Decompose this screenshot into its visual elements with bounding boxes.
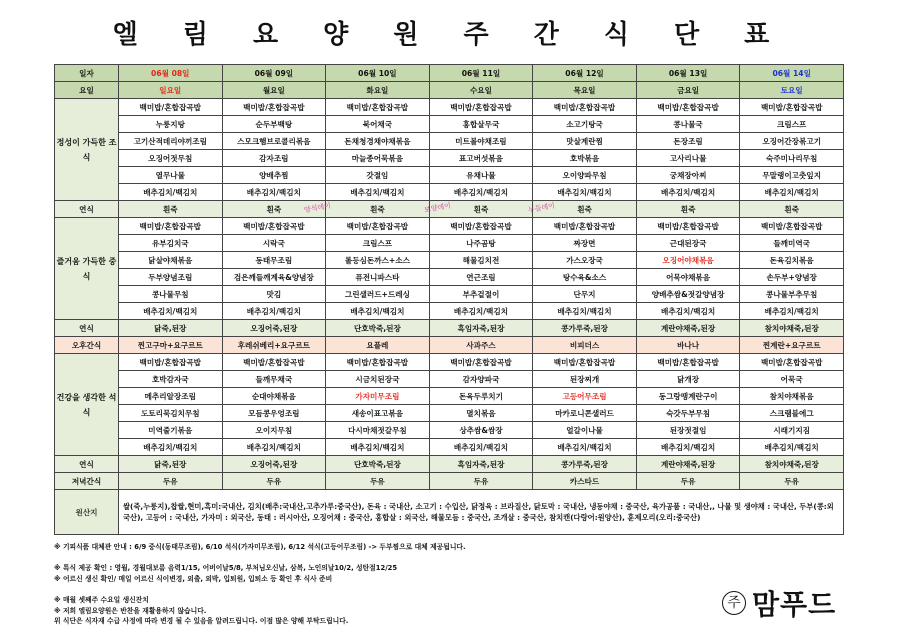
menu-cell: 근대된장국 xyxy=(636,235,740,252)
menu-cell: 두유 xyxy=(740,473,844,490)
menu-cell: 흰죽 xyxy=(326,201,430,218)
menu-cell: 스크램블에그 xyxy=(740,405,844,422)
menu-cell: 된장젓절임 xyxy=(636,422,740,439)
menu-cell: 백미밥/혼합잡곡밥 xyxy=(119,218,223,235)
menu-cell: 배추김치/백김치 xyxy=(636,303,740,320)
origin-text: 쌀(죽,누룽지),찹쌀,현미,흑미:국내산, 김치(배추:국내산,고추가루:중국산), 돈육 : 국내산, 소고기 : 수입산, 닭정육 : 브라질산, 닭토막 : 국내산, 냉동야채 : 중국산, 육가공품 : 국내산,, 나물 및 생야채 : 국내산, 두부(콩:외국산), 고등어 : 국내산, 가자미 : 외국산, 동태 : 러시아산, 오징어채 : 중국산, 홍합살 : 외국산, 해물모듬 : 중국산, 조개살 : 중국산, 참치캔(다랑어:원양산), 훈제오리(오리:중국산) xyxy=(119,490,844,535)
notice-line: 위 식단은 식자재 수급 사정에 따라 변경 될 수 있음을 알려드립니다. 이점 많은 양해 부탁드립니다. xyxy=(54,617,349,626)
menu-cell: 맛살계란찜 xyxy=(533,133,637,150)
menu-cell: 유부김치국 xyxy=(119,235,223,252)
menu-cell: 사과주스 xyxy=(429,337,533,354)
menu-cell: 홍합살무국 xyxy=(429,116,533,133)
menu-cell: 흑임자죽,된장 xyxy=(429,320,533,337)
menu-cell: 참치야채죽,된장 xyxy=(740,456,844,473)
menu-cell: 감자조림 xyxy=(222,150,326,167)
menu-cell: 새송이표고볶음 xyxy=(326,405,430,422)
menu-cell: 백미밥/혼합잡곡밥 xyxy=(429,99,533,116)
menu-cell: 배추김치/백김치 xyxy=(326,303,430,320)
menu-cell: 흰죽 xyxy=(119,201,223,218)
menu-cell: 후레쉬베리+요구르트 xyxy=(222,337,326,354)
date-cell: 06월 11일 xyxy=(429,65,533,82)
menu-cell: 백미밥/혼합잡곡밥 xyxy=(429,354,533,371)
menu-cell: 궁채장아찌 xyxy=(636,167,740,184)
menu-cell: 백미밥/혼합잡곡밥 xyxy=(222,99,326,116)
menu-cell: 오징어간장볶고기 xyxy=(740,133,844,150)
menu-cell: 가자미무조림 xyxy=(326,388,430,405)
menu-cell: 찐계란+요구르트 xyxy=(740,337,844,354)
menu-cell: 동그랑땡계란구이 xyxy=(636,388,740,405)
menu-cell: 메추리알장조림 xyxy=(119,388,223,405)
lunch-row xyxy=(55,286,844,303)
menu-cell: 백미밥/혼합잡곡밥 xyxy=(636,99,740,116)
notice-line xyxy=(54,553,654,564)
menu-cell: 열무나물 xyxy=(119,167,223,184)
menu-cell: 배추김치/백김치 xyxy=(326,184,430,201)
menu-cell: 닭개장 xyxy=(636,371,740,388)
weekday-cell: 수요일 xyxy=(429,82,533,99)
breakfast-label: 정성이 가득한 조식 xyxy=(55,99,119,201)
menu-cell: 시금치된장국 xyxy=(326,371,430,388)
menu-cell: 콩나물국 xyxy=(636,116,740,133)
menu-cell: 백미밥/혼합잡곡밥 xyxy=(533,99,637,116)
menu-cell: 미역줄기볶음 xyxy=(119,422,223,439)
menu-cell: 순두부백탕 xyxy=(222,116,326,133)
menu-cell: 백미밥/혼합잡곡밥 xyxy=(326,354,430,371)
menu-cell: 멸치볶음 xyxy=(429,405,533,422)
weekday-cell: 목요일 xyxy=(533,82,637,99)
dinner-row xyxy=(55,388,844,405)
theme-day-tag: 누들데이 xyxy=(527,201,556,215)
menu-cell: 흰죽 xyxy=(533,201,637,218)
menu-cell: 어묵국 xyxy=(740,371,844,388)
menu-cell: 해물김치전 xyxy=(429,252,533,269)
date-row xyxy=(55,65,844,82)
menu-cell: 단호박죽,된장 xyxy=(326,320,430,337)
date-cell: 06월 13일 xyxy=(636,65,740,82)
menu-cell: 배추김치/백김치 xyxy=(222,303,326,320)
dinner-row xyxy=(55,439,844,456)
menu-cell: 배추김치/백김치 xyxy=(119,439,223,456)
menu-cell: 배추김치/백김치 xyxy=(429,184,533,201)
theme-day-tag: 보양데이 xyxy=(423,201,452,215)
menu-cell: 얼갈이나물 xyxy=(533,422,637,439)
notice-line: ※ 어르신 생신 확인/ 매일 어르신 식이변경, 외출, 외박, 입퇴원, 입퇴소 등 확인 후 식사 준비 xyxy=(54,574,333,583)
date-cell: 06월 08일 xyxy=(119,65,223,82)
menu-cell: 나주곰탕 xyxy=(429,235,533,252)
weekday-cell: 월요일 xyxy=(222,82,326,99)
menu-cell: 찐고구마+요구르트 xyxy=(119,337,223,354)
dinner-soft-label: 연식 xyxy=(55,456,119,473)
menu-cell: 다시마채젓갈무침 xyxy=(326,422,430,439)
menu-cell: 스모크햄브로콜리볶음 xyxy=(222,133,326,150)
lunch-soft-label: 연식 xyxy=(55,320,119,337)
menu-cell: 백미밥/혼합잡곡밥 xyxy=(119,354,223,371)
brand-circle-mark: 주 xyxy=(722,591,746,615)
menu-cell: 배추김치/백김치 xyxy=(429,439,533,456)
menu-cell: 백미밥/혼합잡곡밥 xyxy=(636,354,740,371)
menu-cell: 백미밥/혼합잡곡밥 xyxy=(740,218,844,235)
menu-cell: 단무지 xyxy=(533,286,637,303)
dinner-row xyxy=(55,354,844,371)
menu-cell: 들깨무채국 xyxy=(222,371,326,388)
menu-cell: 백미밥/혼합잡곡밥 xyxy=(222,218,326,235)
menu-cell: 누룽지탕 xyxy=(119,116,223,133)
menu-cell: 탕수육&소스 xyxy=(533,269,637,286)
menu-cell: 배추김치/백김치 xyxy=(533,184,637,201)
breakfast-row xyxy=(55,184,844,201)
menu-cell: 흰죽 xyxy=(222,201,326,218)
menu-cell: 동태무조림 xyxy=(222,252,326,269)
menu-cell: 들깨미역국 xyxy=(740,235,844,252)
breakfast-row xyxy=(55,150,844,167)
menu-cell: 가스오장국 xyxy=(533,252,637,269)
menu-cell: 마늘종어묵볶음 xyxy=(326,150,430,167)
menu-cell: 배추김치/백김치 xyxy=(326,439,430,456)
menu-cell: 두유 xyxy=(326,473,430,490)
weekday-cell: 화요일 xyxy=(326,82,430,99)
menu-cell: 오징어죽,된장 xyxy=(222,456,326,473)
menu-cell: 백미밥/혼합잡곡밥 xyxy=(740,99,844,116)
menu-cell: 백미밥/혼합잡곡밥 xyxy=(533,218,637,235)
menu-cell: 흰죽 xyxy=(429,201,533,218)
menu-cell: 흰죽 xyxy=(740,201,844,218)
menu-cell: 콩나물무침 xyxy=(119,286,223,303)
menu-cell: 참치야채죽,된장 xyxy=(740,320,844,337)
menu-cell: 소고기탕국 xyxy=(533,116,637,133)
menu-cell: 돈채청경채야채볶음 xyxy=(326,133,430,150)
menu-cell: 배추김치/백김치 xyxy=(119,303,223,320)
weekday-label: 요일 xyxy=(55,82,119,99)
menu-cell: 백미밥/혼합잡곡밥 xyxy=(326,99,430,116)
menu-cell: 호박감자국 xyxy=(119,371,223,388)
menu-cell: 배추김치/백김치 xyxy=(222,439,326,456)
menu-cell: 흑임자죽,된장 xyxy=(429,456,533,473)
weekday-cell: 금요일 xyxy=(636,82,740,99)
menu-cell: 롤등심돈까스+소스 xyxy=(326,252,430,269)
menu-cell: 백미밥/혼합잡곡밥 xyxy=(119,99,223,116)
menu-cell: 오이양파무침 xyxy=(533,167,637,184)
menu-cell: 비피더스 xyxy=(533,337,637,354)
weekday-row xyxy=(55,82,844,99)
breakfast-row xyxy=(55,133,844,150)
dinner-row xyxy=(55,371,844,388)
menu-cell: 상추쌈&쌈장 xyxy=(429,422,533,439)
menu-cell: 크림스프 xyxy=(326,235,430,252)
weekly-menu-table xyxy=(54,64,844,535)
menu-cell: 부추겉절이 xyxy=(429,286,533,303)
menu-cell: 짜장면 xyxy=(533,235,637,252)
menu-cell: 두유 xyxy=(636,473,740,490)
menu-cell: 두유 xyxy=(222,473,326,490)
breakfast-row xyxy=(55,167,844,184)
menu-cell: 백미밥/혼합잡곡밥 xyxy=(326,218,430,235)
menu-cell: 손두부+양념장 xyxy=(740,269,844,286)
dinner-label: 건강을 생각한 석 식 xyxy=(55,354,119,456)
menu-cell: 표고버섯볶음 xyxy=(429,150,533,167)
menu-cell: 백미밥/혼합잡곡밥 xyxy=(636,218,740,235)
menu-cell: 참치야채볶음 xyxy=(740,388,844,405)
lunch-row xyxy=(55,235,844,252)
menu-cell: 어묵야채볶음 xyxy=(636,269,740,286)
menu-cell: 배추김치/백김치 xyxy=(636,439,740,456)
menu-cell: 도토리묵김치무침 xyxy=(119,405,223,422)
menu-cell: 돈육김치볶음 xyxy=(740,252,844,269)
menu-cell: 흰죽 xyxy=(636,201,740,218)
menu-cell: 맛김 xyxy=(222,286,326,303)
menu-cell: 양배추찜 xyxy=(222,167,326,184)
dinner-row xyxy=(55,422,844,439)
lunch-soft-row xyxy=(55,320,844,337)
menu-cell: 무말랭이고춧잎지 xyxy=(740,167,844,184)
notice-line: ※ 매월 셋째주 수요일 생신잔치 xyxy=(54,595,149,604)
menu-cell: 숙주미나리무침 xyxy=(740,150,844,167)
menu-cell: 콩나물부추무침 xyxy=(740,286,844,303)
lunch-row xyxy=(55,303,844,320)
menu-cell: 양배추쌈&젓갈양념장 xyxy=(636,286,740,303)
menu-cell: 배추김치/백김치 xyxy=(740,439,844,456)
brand-logo xyxy=(722,583,836,623)
menu-cell: 배추김치/백김치 xyxy=(533,303,637,320)
menu-cell: 오징어야채볶음 xyxy=(636,252,740,269)
menu-cell: 연근조림 xyxy=(429,269,533,286)
weekday-cell: 토요일 xyxy=(740,82,844,99)
theme-day-tag: 양식데이 xyxy=(303,201,332,215)
menu-cell: 단호박죽,된장 xyxy=(326,456,430,473)
menu-cell: 크림스프 xyxy=(740,116,844,133)
pm-snack-label: 오후간식 xyxy=(55,337,119,354)
menu-cell: 순대야채볶음 xyxy=(222,388,326,405)
menu-cell: 오징어젓무침 xyxy=(119,150,223,167)
lunch-row xyxy=(55,252,844,269)
notice-line: ※ 특식 제공 확인 : 영월, 경월대보름 음력1/15, 어버이날5/8, 부처님오신날, 삼복, 노인의날10/2, 성탄절12/25 xyxy=(54,564,398,573)
menu-cell: 배추김치/백김치 xyxy=(222,184,326,201)
menu-cell: 마카로니콘샐러드 xyxy=(533,405,637,422)
menu-cell: 두유 xyxy=(119,473,223,490)
menu-cell: 배추김치/백김치 xyxy=(636,184,740,201)
menu-cell: 모듬콩우엉조림 xyxy=(222,405,326,422)
menu-cell: 백미밥/혼합잡곡밥 xyxy=(429,218,533,235)
menu-cell: 계란야채죽,된장 xyxy=(636,456,740,473)
menu-cell: 검은깨들깨계육&양념장 xyxy=(222,269,326,286)
page-title: 엘 림 요 양 원 주 간 식 단 표 xyxy=(112,20,788,50)
menu-cell: 요플레 xyxy=(326,337,430,354)
menu-cell: 갓절임 xyxy=(326,167,430,184)
menu-cell: 백미밥/혼합잡곡밥 xyxy=(740,354,844,371)
lunch-label: 즐거움 가득한 중 식 xyxy=(55,218,119,320)
date-label: 일자 xyxy=(55,65,119,82)
date-cell: 06월 12일 xyxy=(533,65,637,82)
menu-cell: 백미밥/혼합잡곡밥 xyxy=(533,354,637,371)
date-cell: 06월 10일 xyxy=(326,65,430,82)
breakfast-row xyxy=(55,99,844,116)
origin-label: 원산지 xyxy=(55,490,119,535)
lunch-row xyxy=(55,269,844,286)
menu-cell: 고사리나물 xyxy=(636,150,740,167)
menu-cell: 그린샐러드+드레싱 xyxy=(326,286,430,303)
origin-row xyxy=(55,490,844,535)
breakfast-row xyxy=(55,116,844,133)
pm-snack-row xyxy=(55,337,844,354)
menu-cell: 숙갓두부무침 xyxy=(636,405,740,422)
dinner-row xyxy=(55,405,844,422)
menu-cell: 계란야채죽,된장 xyxy=(636,320,740,337)
menu-cell: 배추김치/백김치 xyxy=(533,439,637,456)
menu-cell: 유채나물 xyxy=(429,167,533,184)
menu-cell: 고등어무조림 xyxy=(533,388,637,405)
menu-cell: 호박볶음 xyxy=(533,150,637,167)
brand-name: 맘푸드 xyxy=(752,588,837,621)
menu-cell: 배추김치/백김치 xyxy=(429,303,533,320)
menu-cell: 감자양파국 xyxy=(429,371,533,388)
menu-cell: 고기산적데리야끼조림 xyxy=(119,133,223,150)
menu-cell: 돈장조림 xyxy=(636,133,740,150)
notice-line: ※ 기피식품 대체관 안내 : 6/9 중식(동태무조림), 6/10 석식(가자미무조림), 6/12 석식(고등어무조림) -> 두부찜으로 대체 제공됩니다. xyxy=(54,543,466,551)
notice-line: ※ 저희 엘림요양원은 반찬을 재활용하지 않습니다. xyxy=(54,606,207,615)
menu-cell: 닭살야채볶음 xyxy=(119,252,223,269)
menu-cell: 콩가루죽,된장 xyxy=(533,456,637,473)
menu-cell: 닭죽,된장 xyxy=(119,456,223,473)
menu-cell: 콩가루죽,된장 xyxy=(533,320,637,337)
menu-cell: 두부양념조림 xyxy=(119,269,223,286)
menu-cell: 시래기지짐 xyxy=(740,422,844,439)
menu-cell: 돈육두루치기 xyxy=(429,388,533,405)
menu-cell: 된장찌개 xyxy=(533,371,637,388)
menu-cell: 카스타드 xyxy=(533,473,637,490)
menu-cell: 두유 xyxy=(429,473,533,490)
dinner-soft-row xyxy=(55,456,844,473)
menu-cell: 배추김치/백김치 xyxy=(119,184,223,201)
notice-block xyxy=(54,542,654,627)
menu-cell: 시락국 xyxy=(222,235,326,252)
notice-line xyxy=(54,584,654,595)
menu-cell: 퓨전니파스타 xyxy=(326,269,430,286)
menu-cell: 배추김치/백김치 xyxy=(740,303,844,320)
date-cell: 06월 09일 xyxy=(222,65,326,82)
lunch-row xyxy=(55,218,844,235)
menu-cell: 오징어죽,된장 xyxy=(222,320,326,337)
menu-cell: 배추김치/백김치 xyxy=(740,184,844,201)
menu-cell: 바나나 xyxy=(636,337,740,354)
menu-cell: 북어채국 xyxy=(326,116,430,133)
night-snack-label: 저녁간식 xyxy=(55,473,119,490)
date-cell: 06월 14일 xyxy=(740,65,844,82)
weekday-cell: 일요일 xyxy=(119,82,223,99)
menu-cell: 백미밥/혼합잡곡밥 xyxy=(222,354,326,371)
menu-cell: 미트볼야채조림 xyxy=(429,133,533,150)
menu-cell: 오이지무침 xyxy=(222,422,326,439)
am-soft-label: 연식 xyxy=(55,201,119,218)
night-snack-row xyxy=(55,473,844,490)
menu-cell: 닭죽,된장 xyxy=(119,320,223,337)
